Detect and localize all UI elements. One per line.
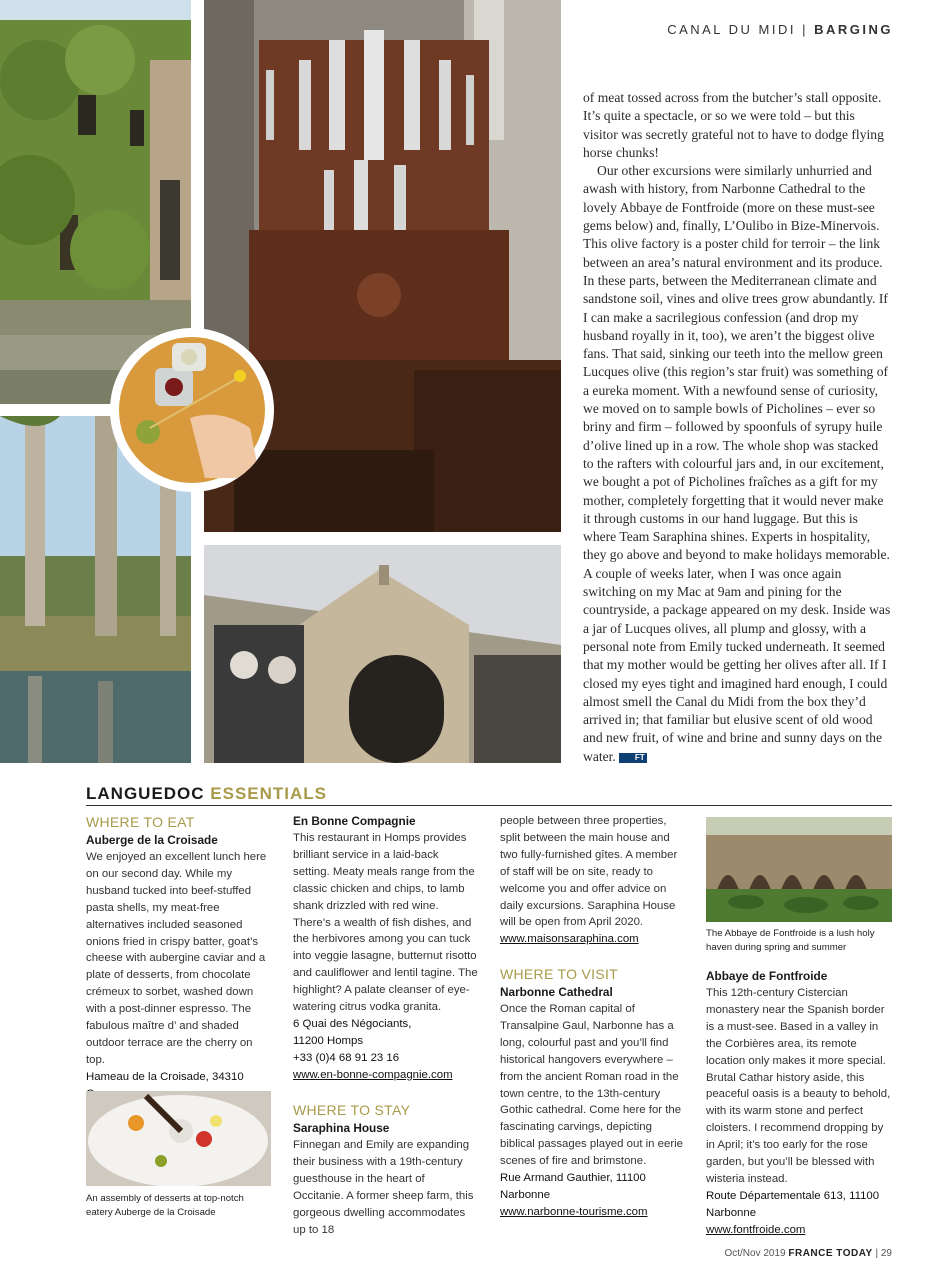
essentials-column-4	[706, 968, 892, 1239]
essentials-title-region: LANGUEDOC	[86, 784, 211, 803]
where-to-eat-heading: WHERE TO EAT	[86, 814, 195, 830]
saraphina-website-link[interactable]: www.maisonsaraphina.com	[500, 933, 639, 946]
narbonne-cathedral-address-line-1: Rue Armand Gauthier, 11100	[500, 1172, 646, 1185]
fontfroide-website-link[interactable]: www.fontfroide.com	[706, 1223, 806, 1236]
fontfroide-caption: The Abbaye de Fontfroide is a lush holy haven during spring and summer	[706, 928, 875, 953]
narbonne-cathedral-description: Once the Roman capital of Transalpine Gaul, Narbonne has a long, colourful past and you’ll find historical hangovers everywhere – from the ancient Roman road in the town centre, to the 13th-century Gothic cathedral. Come here for the fascinating carvings, depicting biblical passages played out in eerie scenes of fire and brimstone.	[500, 1003, 684, 1168]
essentials-column-3-visit	[500, 965, 685, 1221]
saraphina-description-part-2: people between three properties, split between the main house and two fully-furnished gîtes. A member of staff will be on site, ready to welcome you and offer advice on daily excursions. Saraphina House will be open from April 2020.	[500, 815, 678, 929]
story-paragraph-2-text: Our other excursions were similarly unhurried and awash with history, from Narbonne Cathedral to the lovely Abbaye de Fontfroide (more on these must-see gems below) and, finally, L’Oulibo in Bize-Minervois. This olive factory is a poster child for terroir – the link between an area’s natural environment and its produce. In these parts, between the Mediterranean climate and sandstone soil, vines and olive trees grow abundantly. If I can make a sacrilegious confession (and drop my husband royally in it, too), we aren’t the biggest olive fans. That said, sinking our teeth into the mellow green Lucques olive (this region’s star fruit) was something of a eureka moment. With a newfound sense of curiosity, we moved on to sample bowls of Picholines – ever so briny and firm – followed by spoonfuls of syrupy huile d’olive lined up in a row. The whole shop was stacked to the rafters with colourful jars and, in our excitement, we bought a pot of Picholines fraîches as a gift for my mother, completely forgetting that it would never make it through customs in our hand luggage. But this is where Team Saraphina shines. Experts in hospitality, they go above and beyond to make holidays memorable. A couple of weeks later, when I was once again switching on my Mac at 9am and pining for the countryside, a package appeared on my desk. Inside was a jar of Lucques olives, all plump and glossy, with a personal note from Emily tucked underneath. It seemed that my mother would be getting her olives after all. If I closed my eyes tight and imagined hard enough, I could almost smell the Canal du Midi from the box they’d arrived in; that familiar but elusive scent of old wood and new fruit, of wine and brine and sunny days on the water.	[583, 163, 891, 764]
fontfroide-description: This 12th-century Cistercian monastery near the Spanish border is a must-see. Based in a valley in the Corbières area, its remote location only makes it more special. Brutal Cathar history aside, this peaceful oasis is a beauty to behold, with its warm stone and perfect cloisters. I recommend dropping by in April; it’s too early for the rose garden, but you’ll be blessed with wisteria instead.	[706, 987, 891, 1185]
bonne-compagnie-phone: +33 (0)4 68 91 23 16	[293, 1051, 400, 1064]
end-mark-badge: FT	[619, 753, 647, 763]
bonne-compagnie-address-line-1: 6 Quai des Négociants,	[293, 1017, 412, 1030]
desserts-photo	[86, 1091, 271, 1186]
auberge-address: Hameau de la Croisade, 34310	[86, 1070, 244, 1083]
essentials-column-2	[293, 813, 478, 1084]
footer-page-number: | 29	[872, 1248, 892, 1259]
fontfroide-address-line-2: Narbonne	[706, 1206, 757, 1219]
fontfroide-abbey-photo	[706, 817, 892, 922]
story-paragraph-1: of meat tossed across from the butcher’s stall opposite. It’s quite a spectacle, or so we were told – but this visitor was secretly grateful not to have to dodge flying horse chunks!	[583, 90, 884, 160]
essentials-column-3	[500, 813, 685, 948]
essentials-divider	[86, 805, 892, 806]
auberge-name: Auberge de la Croisade	[86, 833, 218, 847]
fontfroide-address-line-1: Route Départementale 613, 11100	[706, 1189, 880, 1202]
narbonne-cathedral-address-line-2: Narbonne	[500, 1188, 551, 1201]
header-section: CANAL DU MIDI |	[667, 22, 815, 37]
bonne-compagnie-name: En Bonne Compagnie	[293, 814, 416, 828]
footer-issue: Oct/Nov 2019	[724, 1248, 789, 1259]
essentials-title-word: ESSENTIALS	[210, 784, 328, 803]
where-to-visit-heading: WHERE TO VISIT	[500, 966, 619, 982]
narbonne-cathedral-name: Narbonne Cathedral	[500, 985, 613, 999]
footer-magazine: FRANCE TODAY	[788, 1248, 873, 1259]
running-header	[667, 22, 893, 37]
essentials-heading	[86, 784, 327, 804]
saraphina-description-part-1: Finnegan and Emily are expanding their business with a 19th-century guesthouse in the heart of Occitanie. A former sheep farm, this gorgeous dwelling accommodates up to 18	[293, 1139, 474, 1236]
saraphina-house-name: Saraphina House	[293, 1121, 390, 1135]
essentials-column-2-stay	[293, 1101, 478, 1238]
where-to-stay-heading: WHERE TO STAY	[293, 1102, 411, 1118]
essentials-column-1	[86, 813, 271, 1136]
page-footer	[724, 1248, 892, 1259]
bonne-compagnie-description: This restaurant in Homps provides brilliant service in a laid-back setting. Meaty meals range from the classic chicken and chips, to lamb shank drizzled with red wine. There’s a wealth of fish dishes, and the herbivores among you can tuck into veggie lasagne, butternut risotto and cauliflower and lentil tagine. The highlight? A palate cleanser of eye-watering citrus vodka granita.	[293, 832, 478, 1014]
fontfroide-name: Abbaye de Fontfroide	[706, 969, 828, 983]
narbonne-tourism-website-link[interactable]: www.narbonne-tourisme.com	[500, 1205, 648, 1218]
bonne-compagnie-website-link[interactable]: www.en-bonne-compagnie.com	[293, 1068, 453, 1081]
market-hall-photo	[204, 545, 561, 763]
olives-inset-photo	[110, 328, 274, 492]
bonne-compagnie-address-line-2: 11200 Homps	[293, 1034, 364, 1047]
story-paragraph-2	[583, 162, 892, 766]
desserts-caption: An assembly of desserts at top-notch eatery Auberge de la Croisade	[86, 1193, 244, 1218]
story-continuation	[583, 89, 892, 766]
auberge-description: We enjoyed an excellent lunch here on our second day. While my husband tucked into beef-stuffed pasta shells, my meat-free alternatives included seasoned onions fried in crispy batter, goat’s cheese with aubergine caviar and a plate of desserts, from chocolate crémeux to sorbet, washed down with a post-dinner espresso. The fabulous maître d’ and shaded outdoor terrace are the cherry on top.	[86, 851, 267, 1066]
header-category: BARGING	[814, 22, 893, 37]
